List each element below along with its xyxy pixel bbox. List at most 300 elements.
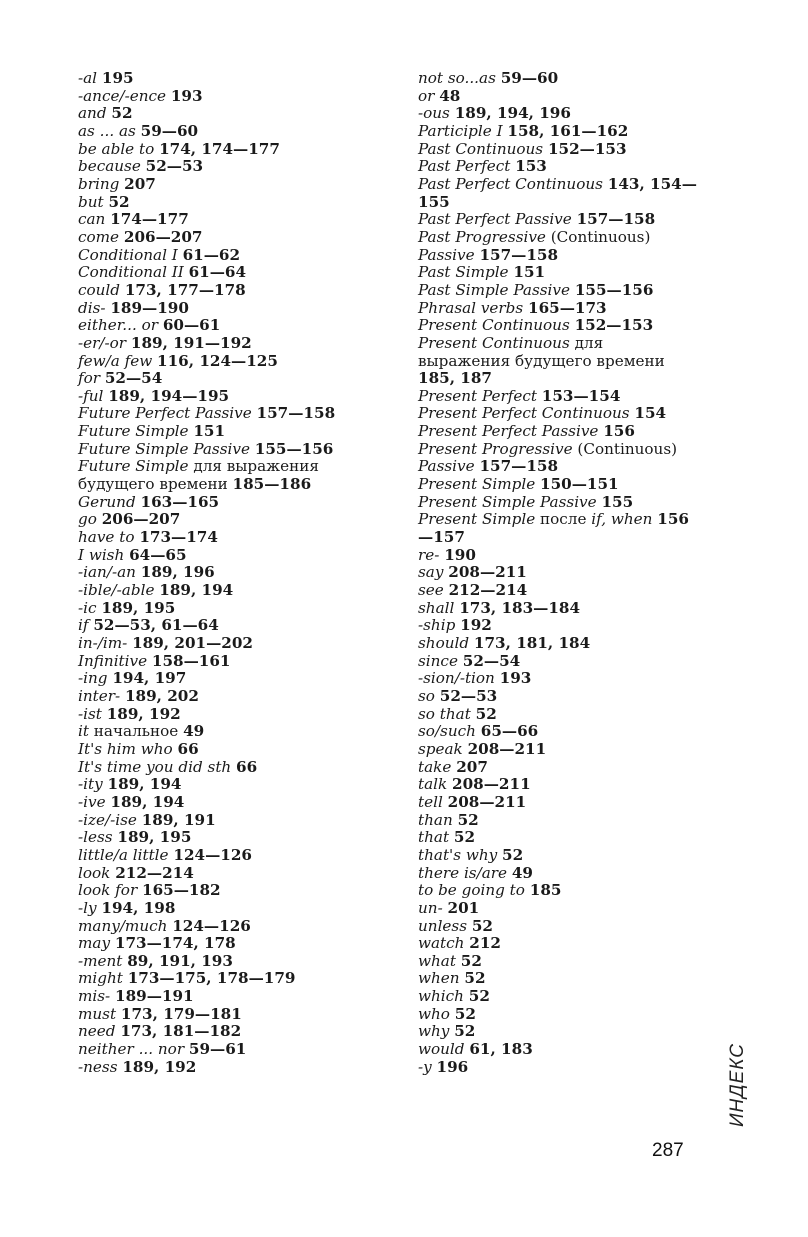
index-term: that <box>418 828 450 847</box>
index-entry <box>78 829 378 847</box>
index-pages: 189, 191 <box>141 810 216 829</box>
index-term: Passive <box>418 457 475 476</box>
index-term: talk <box>418 775 448 794</box>
index-entry <box>78 405 378 423</box>
index-entry <box>78 370 378 388</box>
index-entry <box>418 511 700 546</box>
index-pages: 174—177 <box>110 210 189 229</box>
index-pages: 156—157 <box>418 510 689 547</box>
index-entry <box>418 1023 700 1041</box>
index-pages: 59—60 <box>140 121 199 140</box>
index-entry <box>418 123 700 141</box>
index-entry <box>418 617 700 635</box>
index-pages: 189, 194 <box>107 775 182 794</box>
index-entry <box>78 582 378 600</box>
index-pages: 173, 179—181 <box>120 1004 242 1023</box>
index-pages: 189, 192 <box>106 704 181 723</box>
index-pages: 207 <box>456 757 488 776</box>
index-entry <box>78 900 378 918</box>
index-entry <box>78 794 378 812</box>
index-term: -ness <box>78 1057 118 1076</box>
index-term: might <box>78 969 123 988</box>
index-entry <box>78 1041 378 1059</box>
index-term: but <box>78 192 104 211</box>
index-entry <box>78 229 378 247</box>
index-term: and <box>78 104 107 123</box>
index-entry <box>78 547 378 565</box>
index-pages: 52 <box>460 951 482 970</box>
index-term: would <box>418 1040 465 1059</box>
index-term: -ous <box>418 104 450 123</box>
index-entry <box>78 564 378 582</box>
index-pages: 154 <box>634 404 667 423</box>
index-pages: 60—61 <box>162 316 221 335</box>
index-term: come <box>78 227 120 246</box>
index-pages: 66 <box>177 739 199 758</box>
index-term: need <box>78 1022 116 1041</box>
index-entry <box>418 88 700 106</box>
index-column-left <box>78 70 378 1076</box>
index-term: dis- <box>78 298 106 317</box>
index-note: (Continuous) <box>550 227 651 246</box>
index-entry <box>78 211 378 229</box>
index-entry <box>418 653 700 671</box>
index-pages: 185—186 <box>232 475 312 494</box>
index-pages: 52 <box>471 916 493 935</box>
index-entry <box>418 953 700 971</box>
index-note: после <box>540 510 587 529</box>
index-entry <box>418 918 700 936</box>
index-pages: 207 <box>124 174 156 193</box>
index-term: Conditional I <box>78 245 178 264</box>
index-pages: 156 <box>603 422 635 441</box>
index-entry <box>78 741 378 759</box>
index-entry <box>78 335 378 353</box>
index-pages: 124—126 <box>172 916 251 935</box>
index-pages: 158, 161—162 <box>507 121 629 140</box>
index-pages: 52 <box>457 810 479 829</box>
index-entry <box>418 635 700 653</box>
index-entry <box>418 317 700 335</box>
index-term: so/such <box>418 722 476 741</box>
index-pages: 52 <box>502 845 524 864</box>
index-pages: 173—174, 178 <box>114 934 236 953</box>
index-term: Past Simple <box>418 263 509 282</box>
index-pages: 143, 154—155 <box>418 174 697 211</box>
index-pages: 189, 195 <box>101 598 176 617</box>
index-entry <box>418 405 700 423</box>
index-entry <box>418 282 700 300</box>
index-pages: 89, 191, 193 <box>127 951 233 970</box>
index-entry <box>78 176 378 194</box>
index-term: if, when <box>591 510 653 529</box>
index-term: many/much <box>78 916 168 935</box>
index-entry <box>78 423 378 441</box>
index-pages: 174, 174—177 <box>159 139 280 158</box>
index-entry <box>78 458 378 493</box>
index-term: Infinitive <box>78 651 148 670</box>
index-pages: 208—211 <box>448 563 527 582</box>
index-note: начальное <box>93 722 179 741</box>
index-entry <box>418 776 700 794</box>
index-term: -ist <box>78 704 102 723</box>
index-term: tell <box>418 792 443 811</box>
index-pages: 189, 195 <box>117 828 192 847</box>
index-term: why <box>418 1022 450 1041</box>
index-pages: 212—214 <box>448 581 528 600</box>
index-term: see <box>418 581 444 600</box>
index-term: Present Perfect Continuous <box>418 404 630 423</box>
index-term: -ly <box>78 898 97 917</box>
index-term: go <box>78 510 97 529</box>
index-term: mis- <box>78 987 111 1006</box>
index-term: for <box>78 369 101 388</box>
index-column-right <box>418 70 700 1076</box>
index-entry <box>418 900 700 918</box>
index-pages: 151 <box>193 422 226 441</box>
index-pages: 189, 194—195 <box>108 386 230 405</box>
index-pages: 173, 181, 184 <box>473 634 591 652</box>
index-entry <box>78 494 378 512</box>
index-term: Phrasal verbs <box>418 298 524 317</box>
index-entry <box>418 741 700 759</box>
index-entry <box>418 458 700 476</box>
index-pages: 208—211 <box>447 792 527 811</box>
index-pages: 157—158 <box>479 245 559 264</box>
index-entry <box>418 882 700 900</box>
index-entry <box>418 970 700 988</box>
index-term: speak <box>418 739 463 758</box>
index-entry <box>78 300 378 318</box>
index-term: -er/-or <box>78 333 127 352</box>
index-pages: 61, 183 <box>469 1040 533 1059</box>
index-pages: 201 <box>447 898 480 917</box>
index-entry <box>418 494 700 512</box>
index-term: -ible/-able <box>78 581 155 600</box>
index-term: Present Progressive <box>418 439 573 458</box>
index-note: для выражения будущего времени <box>418 333 665 370</box>
index-pages: 185, 187 <box>418 369 492 388</box>
index-term: little/a little <box>78 845 169 864</box>
index-entry <box>78 882 378 900</box>
index-pages: 65—66 <box>480 722 539 741</box>
index-entry <box>78 723 378 741</box>
index-pages: 151 <box>513 263 546 282</box>
index-term: -al <box>78 69 98 87</box>
index-term: un- <box>418 898 443 917</box>
index-entry <box>418 1041 700 1059</box>
index-term: who <box>418 1004 450 1023</box>
index-pages: 173, 183—184 <box>459 598 581 617</box>
index-entry <box>418 476 700 494</box>
index-entry <box>78 88 378 106</box>
index-term: shall <box>418 598 455 617</box>
index-term: Past Progressive <box>418 227 546 246</box>
index-entry <box>78 282 378 300</box>
index-entry <box>418 264 700 282</box>
index-entry <box>78 511 378 529</box>
index-entry <box>418 141 700 159</box>
index-term: -ian/-an <box>78 563 136 582</box>
index-term: than <box>418 810 453 829</box>
index-entry <box>78 247 378 265</box>
index-pages: 157—158 <box>256 404 336 423</box>
index-term: -ship <box>418 616 456 635</box>
index-entry <box>78 688 378 706</box>
index-entry <box>78 953 378 971</box>
index-pages: 192 <box>460 616 492 635</box>
index-term: Future Simple <box>78 422 189 441</box>
index-entry <box>78 847 378 865</box>
index-term: as ... as <box>78 121 136 140</box>
index-term: -ment <box>78 951 123 970</box>
index-pages: 116, 124—125 <box>157 351 278 370</box>
index-pages: 194, 198 <box>101 898 176 917</box>
index-entry <box>418 670 700 688</box>
index-entry <box>78 194 378 212</box>
index-note: для выражения будущего времени <box>78 457 319 494</box>
index-entry <box>78 317 378 335</box>
index-term: could <box>78 280 121 299</box>
index-term: -ing <box>78 669 108 688</box>
index-term: -sion/-tion <box>418 669 495 688</box>
index-entry <box>418 564 700 582</box>
index-term: can <box>78 210 106 229</box>
index-entry <box>418 229 700 247</box>
index-term: look for <box>78 881 138 900</box>
index-term: -ance/-ence <box>78 86 166 105</box>
index-entry <box>418 300 700 318</box>
index-entry <box>418 211 700 229</box>
index-entry <box>418 847 700 865</box>
index-entry <box>418 1059 700 1077</box>
index-entry <box>418 812 700 830</box>
index-term: Past Simple Passive <box>418 280 570 299</box>
index-term: Future Simple Passive <box>78 439 250 458</box>
index-term: that's why <box>418 845 498 864</box>
index-term: be able to <box>78 139 155 158</box>
index-pages: 189, 202 <box>124 686 199 705</box>
index-pages: 173—174 <box>139 528 218 547</box>
index-term: -ity <box>78 775 103 794</box>
index-term: so <box>418 686 435 705</box>
index-term: watch <box>418 934 465 953</box>
index-term: say <box>418 563 444 582</box>
index-entry <box>78 812 378 830</box>
index-pages: 124—126 <box>173 845 252 864</box>
index-entry <box>78 600 378 618</box>
index-pages: 52—53 <box>145 157 204 176</box>
index-pages: 153 <box>515 157 547 176</box>
index-term: Present Continuous <box>418 333 570 352</box>
index-entry <box>418 829 700 847</box>
index-pages: 206—207 <box>101 510 181 529</box>
index-pages: 52 <box>453 828 476 847</box>
index-pages: 157—158 <box>576 210 656 229</box>
index-term: I wish <box>78 545 125 564</box>
index-term: Present Continuous <box>418 316 570 335</box>
index-term: Conditional II <box>78 263 184 282</box>
index-term: Past Perfect <box>418 157 511 176</box>
index-entry <box>78 617 378 635</box>
index-term: or <box>418 86 435 105</box>
index-term: not so...as <box>418 69 496 87</box>
index-entry <box>418 335 700 388</box>
page-number: 287 <box>652 1140 684 1161</box>
index-term: it <box>78 722 89 741</box>
index-entry <box>78 918 378 936</box>
index-pages: 61—62 <box>182 245 241 264</box>
index-term: in-/im- <box>78 634 128 652</box>
index-entry <box>418 176 700 211</box>
index-entry <box>78 970 378 988</box>
index-pages: 64—65 <box>129 545 187 564</box>
index-term: Future Simple <box>78 457 189 476</box>
index-entry <box>78 353 378 371</box>
index-pages: 189—191 <box>115 987 194 1006</box>
index-pages: 212—214 <box>115 863 194 882</box>
index-entry <box>78 1006 378 1024</box>
index-pages: 52 <box>468 987 490 1006</box>
index-term: Gerund <box>78 492 136 511</box>
index-entry <box>418 706 700 724</box>
index-entry <box>418 388 700 406</box>
index-pages: 189, 196 <box>140 563 215 582</box>
index-entry <box>418 723 700 741</box>
index-pages: 150—151 <box>540 475 619 494</box>
index-entry <box>78 776 378 794</box>
index-pages: 49 <box>183 722 205 741</box>
index-term: -ize/-ise <box>78 810 137 829</box>
index-entry <box>78 529 378 547</box>
index-pages: 208—211 <box>467 739 547 758</box>
index-entry <box>78 653 378 671</box>
index-pages: 193 <box>499 669 532 688</box>
index-pages: 155—156 <box>254 439 334 458</box>
index-term: re- <box>418 545 440 564</box>
index-entry <box>78 70 378 88</box>
index-term: Passive <box>418 245 475 264</box>
index-pages: 153—154 <box>541 386 621 405</box>
index-term: if <box>78 616 89 635</box>
index-term: so that <box>418 704 471 723</box>
index-pages: 189, 194, 196 <box>454 104 571 123</box>
index-term: few/a few <box>78 351 153 370</box>
index-term: Participle I <box>418 121 503 140</box>
index-pages: 208—211 <box>452 775 531 794</box>
index-entry <box>418 988 700 1006</box>
index-entry <box>78 123 378 141</box>
index-pages: 52 <box>475 704 497 723</box>
index-pages: 173, 177—178 <box>124 280 246 299</box>
index-term: Past Continuous <box>418 139 544 158</box>
index-pages: 52—54 <box>104 369 163 388</box>
index-pages: 66 <box>236 757 258 776</box>
index-pages: 59—60 <box>500 69 559 87</box>
index-term: which <box>418 987 464 1006</box>
index-term: Past Perfect Continuous <box>418 174 603 193</box>
index-pages: 189, 192 <box>122 1057 197 1076</box>
index-pages: 163—165 <box>140 492 220 511</box>
index-pages: 155 <box>601 492 634 511</box>
index-entry <box>418 158 700 176</box>
index-pages: 152—153 <box>574 316 654 335</box>
index-pages: 59—61 <box>188 1040 247 1059</box>
index-pages: 52 <box>454 1022 476 1041</box>
index-pages: 52 <box>111 104 133 123</box>
index-pages: 52—53, 61—64 <box>93 616 219 635</box>
index-pages: 196 <box>436 1057 469 1076</box>
index-entry <box>78 670 378 688</box>
index-term: what <box>418 951 456 970</box>
index-pages: 212 <box>469 934 501 953</box>
index-pages: 190 <box>444 545 476 564</box>
index-pages: 52—53 <box>439 686 498 705</box>
index-term: have to <box>78 528 135 547</box>
index-pages: 189, 201—202 <box>132 634 253 652</box>
index-pages: 189—190 <box>110 298 189 317</box>
index-term: may <box>78 934 111 953</box>
index-pages: 61—64 <box>188 263 247 282</box>
index-term: since <box>418 651 458 670</box>
index-entry <box>78 935 378 953</box>
index-term: -ive <box>78 792 106 811</box>
index-pages: 48 <box>439 86 461 105</box>
index-pages: 173—175, 178—179 <box>127 969 296 988</box>
index-entry <box>78 635 378 653</box>
index-term: inter- <box>78 686 121 705</box>
index-entry <box>418 1006 700 1024</box>
index-term: -less <box>78 828 113 847</box>
index-pages: 189, 191—192 <box>130 333 252 352</box>
index-term: take <box>418 757 452 776</box>
index-term: when <box>418 969 460 988</box>
index-term: Present Simple <box>418 475 536 494</box>
index-entry <box>418 441 700 459</box>
index-pages: 52 <box>454 1004 476 1023</box>
index-entry <box>78 441 378 459</box>
index-entry <box>78 706 378 724</box>
index-term: It's him who <box>78 739 173 758</box>
index-entry <box>418 105 700 123</box>
index-entry <box>78 1059 378 1077</box>
index-term: Present Simple Passive <box>418 492 597 511</box>
index-pages: 157—158 <box>479 457 559 476</box>
index-entry <box>418 794 700 812</box>
index-entry <box>418 70 700 88</box>
index-entry <box>418 935 700 953</box>
index-term: Present Perfect <box>418 386 537 405</box>
index-pages: 185 <box>529 881 562 900</box>
index-entry <box>418 600 700 618</box>
index-term: -ful <box>78 386 104 405</box>
index-entry <box>78 1023 378 1041</box>
index-term: look <box>78 863 111 882</box>
index-pages: 165—182 <box>142 881 221 900</box>
index-entry <box>78 105 378 123</box>
index-pages: 189, 194 <box>110 792 185 811</box>
index-entry <box>78 865 378 883</box>
index-entry <box>78 141 378 159</box>
index-term: Present Perfect Passive <box>418 422 599 441</box>
index-entry <box>418 547 700 565</box>
index-pages: 155—156 <box>574 280 654 299</box>
index-entry <box>418 423 700 441</box>
index-pages: 52 <box>108 192 130 211</box>
index-entry <box>78 759 378 777</box>
index-entry <box>418 582 700 600</box>
index-term: neither ... nor <box>78 1040 185 1059</box>
